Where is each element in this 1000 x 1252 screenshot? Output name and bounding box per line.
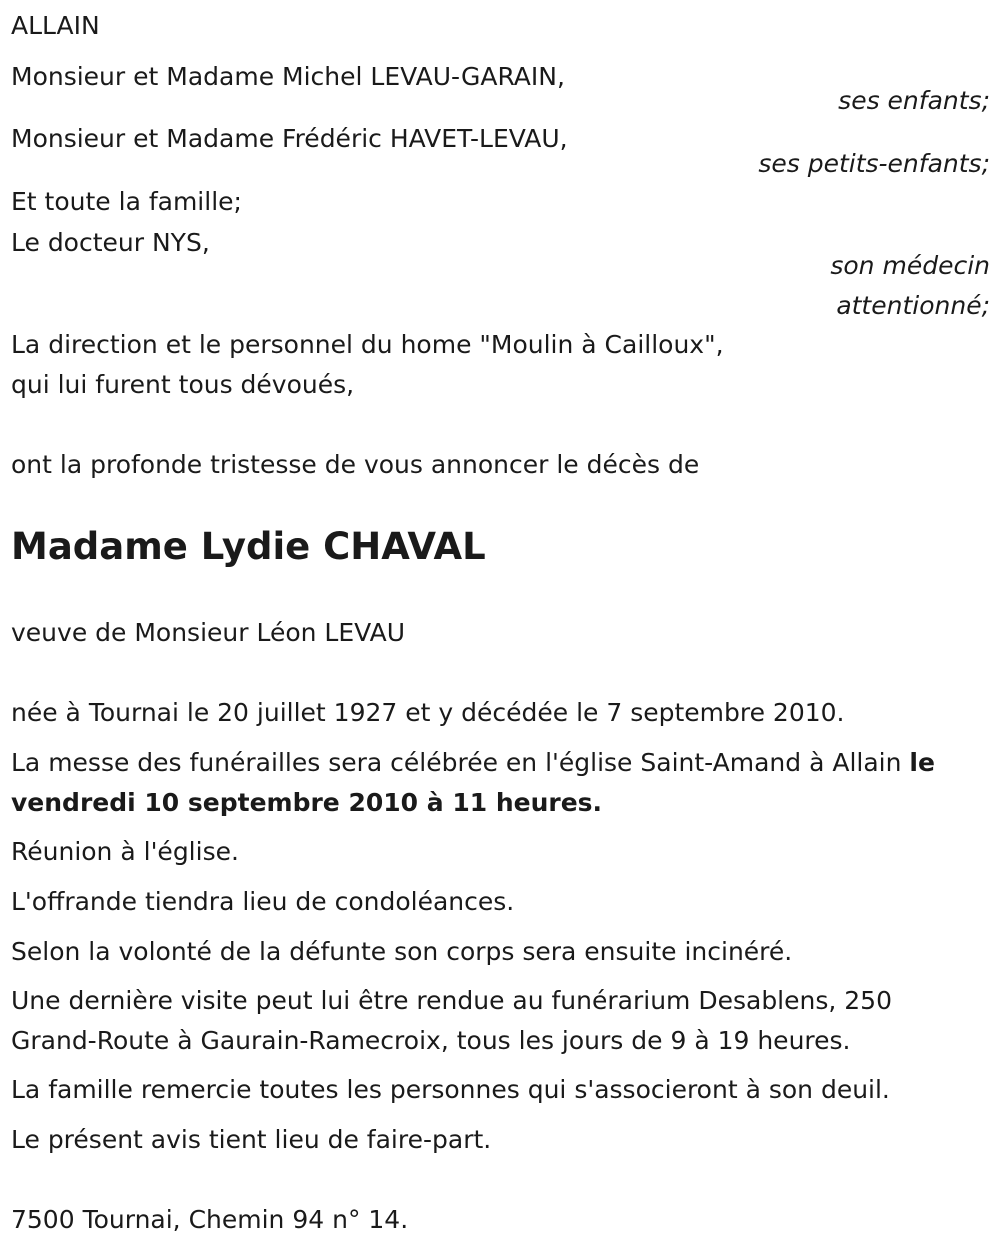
role-doctor-1: son médecin	[830, 251, 990, 280]
family-line-devoted: qui lui furent tous dévoués,	[11, 370, 355, 399]
family-line-grandchildren: Monsieur et Madame Frédéric HAVET-LEVAU,	[11, 124, 568, 153]
meeting-line: Réunion à l'église.	[11, 837, 239, 866]
funeral-mass-date: vendredi 10 septembre 2010 à 11 heures.	[11, 788, 603, 817]
visit-line-1: Une dernière visite peut lui être rendue au funérarium Desablens, 250	[11, 986, 892, 1015]
location-heading: ALLAIN	[11, 11, 100, 40]
family-line-home-staff: La direction et le personnel du home "Moulin à Cailloux",	[11, 330, 724, 359]
visit-line-2: Grand-Route à Gaurain-Ramecroix, tous les jours de 9 à 19 heures.	[11, 1026, 851, 1055]
address-line: 7500 Tournai, Chemin 94 n° 14.	[11, 1205, 409, 1234]
family-line-doctor: Le docteur NYS,	[11, 228, 210, 257]
birth-death-line: née à Tournai le 20 juillet 1927 et y décédée le 7 septembre 2010.	[11, 698, 845, 727]
role-doctor-2: attentionné;	[836, 291, 990, 320]
family-line-children: Monsieur et Madame Michel LEVAU-GARAIN,	[11, 62, 565, 91]
funeral-mass-text: La messe des funérailles sera célébrée en l'église Saint-Amand à Allain	[11, 748, 902, 777]
thanks-line: La famille remercie toutes les personnes qui s'associeront à son deuil.	[11, 1075, 890, 1104]
role-children: ses enfants;	[838, 86, 990, 115]
cremation-line: Selon la volonté de la défunte son corps sera ensuite incinéré.	[11, 937, 793, 966]
announcement-intro: ont la profonde tristesse de vous annoncer le décès de	[11, 450, 700, 479]
role-grandchildren: ses petits-enfants;	[758, 149, 990, 178]
family-line-whole-family: Et toute la famille;	[11, 187, 242, 216]
notice-line: Le présent avis tient lieu de faire-part.	[11, 1125, 492, 1154]
spouse-line: veuve de Monsieur Léon LEVAU	[11, 618, 406, 647]
offering-line: L'offrande tiendra lieu de condoléances.	[11, 887, 515, 916]
deceased-name: Madame Lydie CHAVAL	[11, 525, 486, 568]
funeral-mass-line	[11, 750, 935, 775]
funeral-mass-bold-start: le	[909, 748, 935, 777]
